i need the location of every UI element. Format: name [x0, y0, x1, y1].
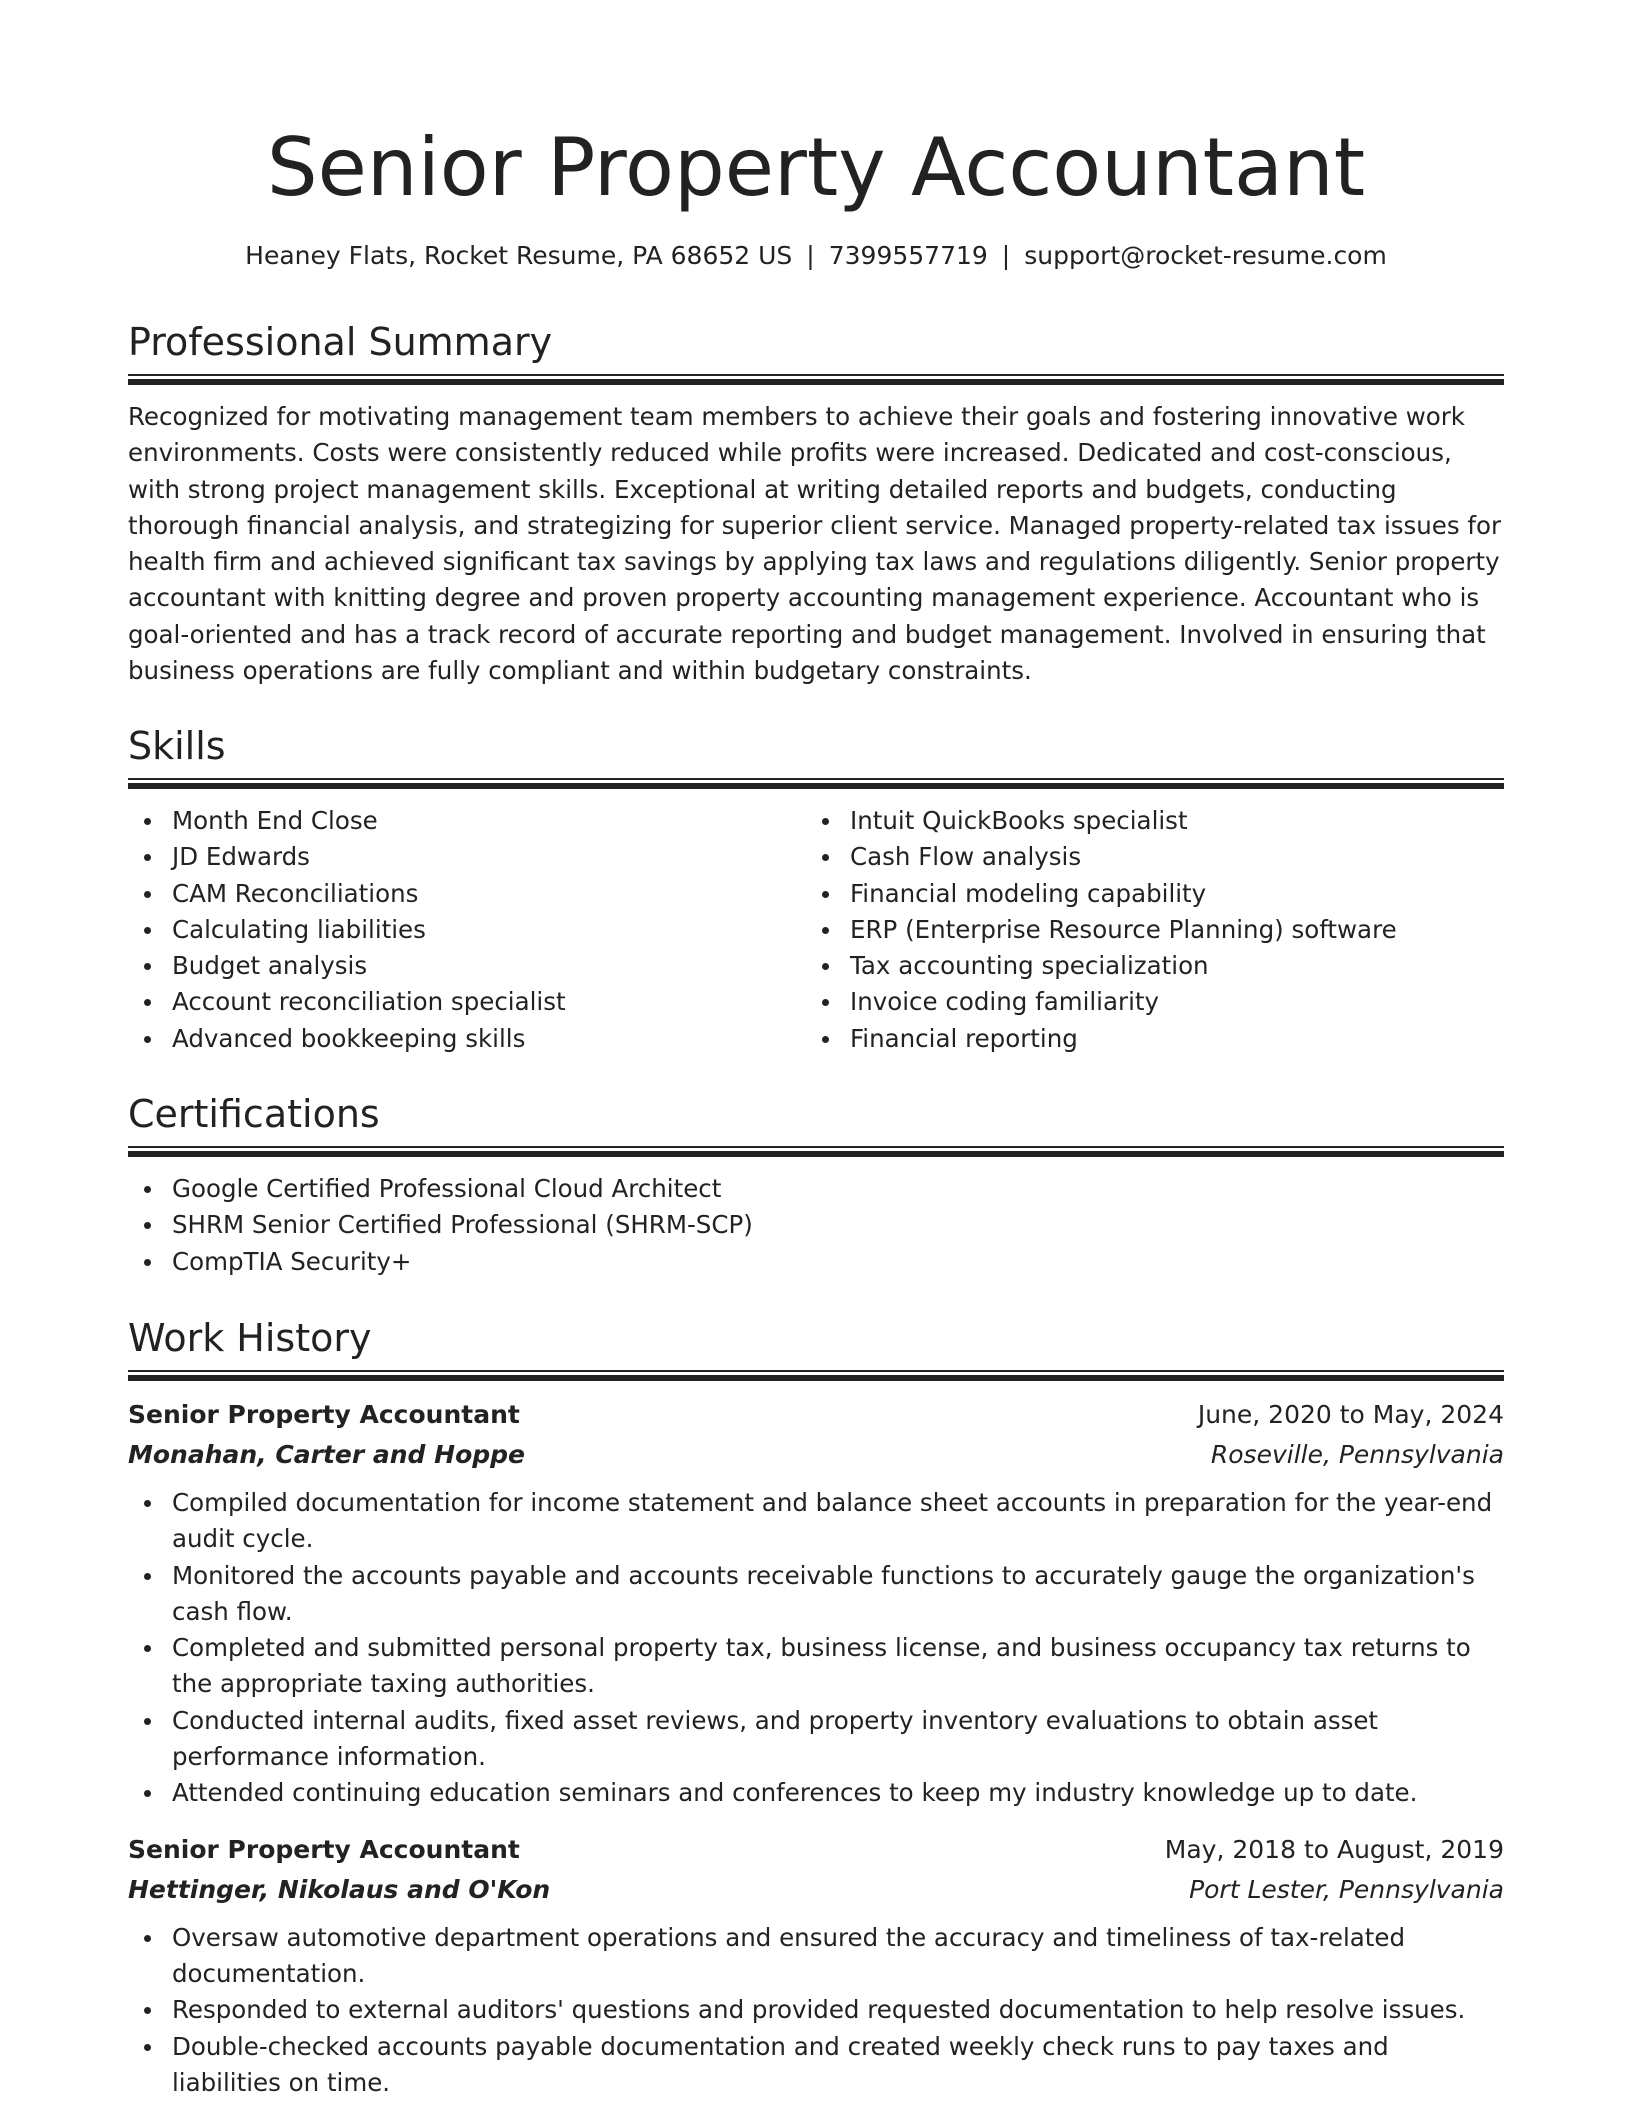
- job-title: Senior Property Accountant: [128, 1834, 520, 1864]
- skills-grid: [128, 803, 1504, 1057]
- contact-line: [128, 238, 1504, 274]
- address: Heaney Flats, Rocket Resume, PA 68652 US: [245, 241, 793, 270]
- job-location: Port Lester, Pennsylvania: [1189, 1874, 1504, 1904]
- work-history-section: [128, 1314, 1504, 2101]
- skills-column-right: [806, 803, 1484, 1057]
- job-bullet: Conducted internal audits, fixed asset reviews, and property inventory evaluations to obtain asset performance information.: [128, 1703, 1504, 1776]
- phone: 7399557719: [828, 241, 988, 270]
- skill-item: Calculating liabilities: [128, 912, 806, 948]
- certification-item: SHRM Senior Certified Professional (SHRM-SCP): [128, 1207, 1504, 1243]
- summary-text: Recognized for motivating management team members to achieve their goals and fostering innovative work environments. Costs were consistently reduced while profits were increased. Dedicated and cost-conscious, with strong project management skills. Exceptional at writing detailed reports and budgets, conducting thorough financial analysis, and strategizing for superior client service. Managed property-related tax issues for health firm and achieved significant tax savings by applying tax laws and regulations diligently. Senior property accountant with knitting degree and proven property accounting management experience. Accountant who is goal-oriented and has a track record of accurate reporting and budget management. Involved in ensuring that business operations are fully compliant and within budgetary constraints.: [128, 402, 1502, 686]
- separator: |: [806, 241, 815, 270]
- skill-item: ERP (Enterprise Resource Planning) software: [806, 912, 1484, 948]
- email: support@rocket-resume.com: [1024, 241, 1387, 270]
- skills-section: [128, 722, 1504, 1057]
- section-heading: Work History: [128, 1316, 372, 1360]
- section-heading: Skills: [128, 724, 226, 768]
- skill-item: Invoice coding familiarity: [806, 984, 1484, 1020]
- job-bullet: Responded to external auditors' questions and provided requested documentation to help resolve issues.: [128, 1992, 1504, 2028]
- skill-item: JD Edwards: [128, 839, 806, 875]
- job-bullets: [128, 1920, 1504, 2101]
- skill-item: Budget analysis: [128, 948, 806, 984]
- certification-item: Google Certified Professional Cloud Architect: [128, 1171, 1504, 1207]
- job-company: Hettinger, Nikolaus and O'Kon: [128, 1874, 551, 1904]
- job-bullet: Oversaw automotive department operations and ensured the accuracy and timeliness of tax-related documentation.: [128, 1920, 1504, 1993]
- job-bullet: Double-checked accounts payable documentation and created weekly check runs to pay taxes and liabilities on time.: [128, 2029, 1504, 2102]
- section-heading: Professional Summary: [128, 320, 553, 364]
- job-bullet: Monitored the accounts payable and accounts receivable functions to accurately gauge the organization's cash flow.: [128, 1558, 1504, 1631]
- skills-column-left: [128, 803, 806, 1057]
- section-divider: [128, 374, 1504, 385]
- skill-item: Account reconciliation specialist: [128, 984, 806, 1020]
- section-heading: Certifications: [128, 1092, 380, 1136]
- skill-item: CAM Reconciliations: [128, 876, 806, 912]
- job-header-row: [128, 1830, 1504, 1870]
- skill-item: Advanced bookkeeping skills: [128, 1021, 806, 1057]
- section-divider: [128, 1146, 1504, 1157]
- skill-item: Month End Close: [128, 803, 806, 839]
- job-entry: [128, 1395, 1504, 1812]
- section-divider: [128, 778, 1504, 789]
- job-dates: June, 2020 to May, 2024: [1197, 1400, 1504, 1429]
- job-bullet: Completed and submitted personal property tax, business license, and business occupancy tax returns to the appropriate taxing authorities.: [128, 1630, 1504, 1703]
- job-company-row: [128, 1870, 1504, 1910]
- job-company: Monahan, Carter and Hoppe: [128, 1440, 525, 1469]
- skill-item: Cash Flow analysis: [806, 839, 1484, 875]
- skill-item: Tax accounting specialization: [806, 948, 1484, 984]
- resume-title: Senior Property Accountant: [266, 121, 1366, 214]
- job-entry: [128, 1830, 1504, 2101]
- section-divider: [128, 1370, 1504, 1381]
- job-location: Roseville, Pennsylvania: [1210, 1440, 1504, 1469]
- job-bullet: Compiled documentation for income statement and balance sheet accounts in preparation for the year-end audit cycle.: [128, 1485, 1504, 1558]
- job-bullets: [128, 1485, 1504, 1812]
- certifications-list: [128, 1171, 1504, 1280]
- summary-section: [128, 318, 1504, 689]
- job-bullet: Attended continuing education seminars and conferences to keep my industry knowledge up to date.: [128, 1775, 1504, 1811]
- job-dates: May, 2018 to August, 2019: [1164, 1834, 1504, 1864]
- job-title: Senior Property Accountant: [128, 1400, 520, 1429]
- job-header-row: [128, 1395, 1504, 1435]
- certifications-section: [128, 1090, 1504, 1280]
- skill-item: Financial reporting: [806, 1021, 1484, 1057]
- separator: |: [1001, 241, 1011, 270]
- job-company-row: [128, 1435, 1504, 1475]
- skill-item: Financial modeling capability: [806, 876, 1484, 912]
- skill-item: Intuit QuickBooks specialist: [806, 803, 1484, 839]
- certification-item: CompTIA Security+: [128, 1244, 1504, 1280]
